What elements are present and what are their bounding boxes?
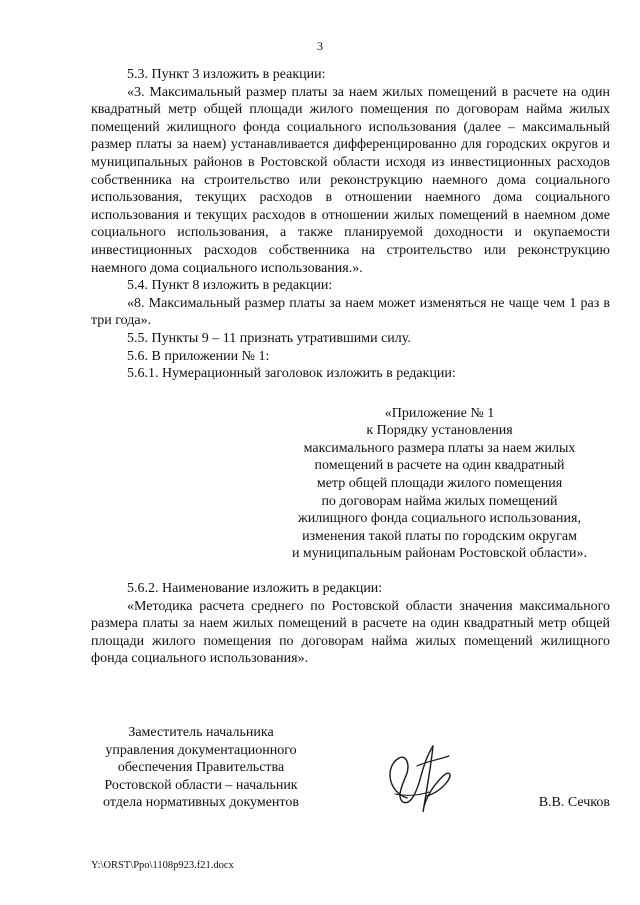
appendix-header-line: по договорам найма жилых помещений (321, 493, 558, 509)
paragraph-5-3-intro: 5.3. Пункт 3 изложить в реакции: (127, 67, 326, 82)
signer-title-line: управления документационного (105, 742, 297, 758)
signer-title-line: обеспечения Правительства (117, 760, 285, 776)
appendix-header-line: к Порядку установления (366, 423, 513, 439)
signer-title (91, 724, 311, 812)
file-path: Y:\ORST\Ppo\1108p923.f21.docx (91, 860, 234, 871)
signer-name: В.В. Сечков (538, 795, 610, 810)
spacer (91, 563, 610, 580)
document-body (91, 66, 610, 668)
paragraph-5-5: 5.5. Пункты 9 – 11 признать утратившими силу. (127, 330, 411, 346)
appendix-header-line: помещений в расчете на один квадратный (314, 458, 565, 474)
paragraph-5-4-intro: 5.4. Пункт 8 изложить в редакции: (127, 278, 333, 294)
appendix-header-line: жилищного фонда социального использования, (298, 511, 581, 527)
handwritten-signature-icon (377, 736, 467, 826)
appendix-header-block (269, 405, 610, 563)
signer-title-line: Заместитель начальника (128, 725, 274, 740)
signature-block (91, 724, 610, 824)
paragraph-5-6-2-text: «Методика расчета среднего по Ростовской области значения максимального размера платы за наем жилых помещений в расчете на один квадратный метр общей площади жилого помещения по договорам найма жилых помещений жилищного фонда социального использования». (91, 598, 610, 667)
appendix-header-line: максимального размера платы за наем жилых (303, 440, 576, 456)
paragraph-5-3-text: «3. Максимальный размер платы за наем жилых помещений в расчете на один квадратный метр общей площади жилого помещения по договорам найма жилых помещений жилищного фонда социального использования (далее – максимальный размер платы за наем) устанавливается дифференцированно для городских округов и муниципальных районов в Ростовской области исходя из инвестиционных расходов собственника на строительство или реконструкцию наемного дома социального использования, текущих расходов в отношении наемного дома социального использования и текущих расходов в отношении жилых помещений в наемном доме социального использования, а также планируемой доходности и окупаемости инвестиционных расходов собственника на строительство или реконструкцию наемного дома социального использования.». (91, 84, 610, 276)
signer-title-line: Ростовской области – начальник (104, 777, 298, 793)
page-number: 3 (317, 39, 323, 53)
appendix-header-line: изменения такой платы по городским округам (302, 528, 577, 544)
signer-title-line: отдела нормативных документов (103, 795, 299, 811)
appendix-header-line: метр общей площади жилого помещения (316, 476, 563, 492)
appendix-header-line: и муниципальным районам Ростовской области». (291, 546, 588, 562)
paragraph-5-6-2: 5.6.2. Наименование изложить в редакции: (127, 581, 383, 597)
appendix-header-line: «Приложение № 1 (384, 405, 495, 421)
paragraph-5-6: 5.6. В приложении № 1: (127, 348, 270, 364)
paragraph-5-4-text: «8. Максимальный размер платы за наем может изменяться не чаще чем 1 раз в три года». (91, 295, 610, 329)
paragraph-5-6-1: 5.6.1. Нумерационный заголовок изложить в редакции: (127, 366, 456, 382)
